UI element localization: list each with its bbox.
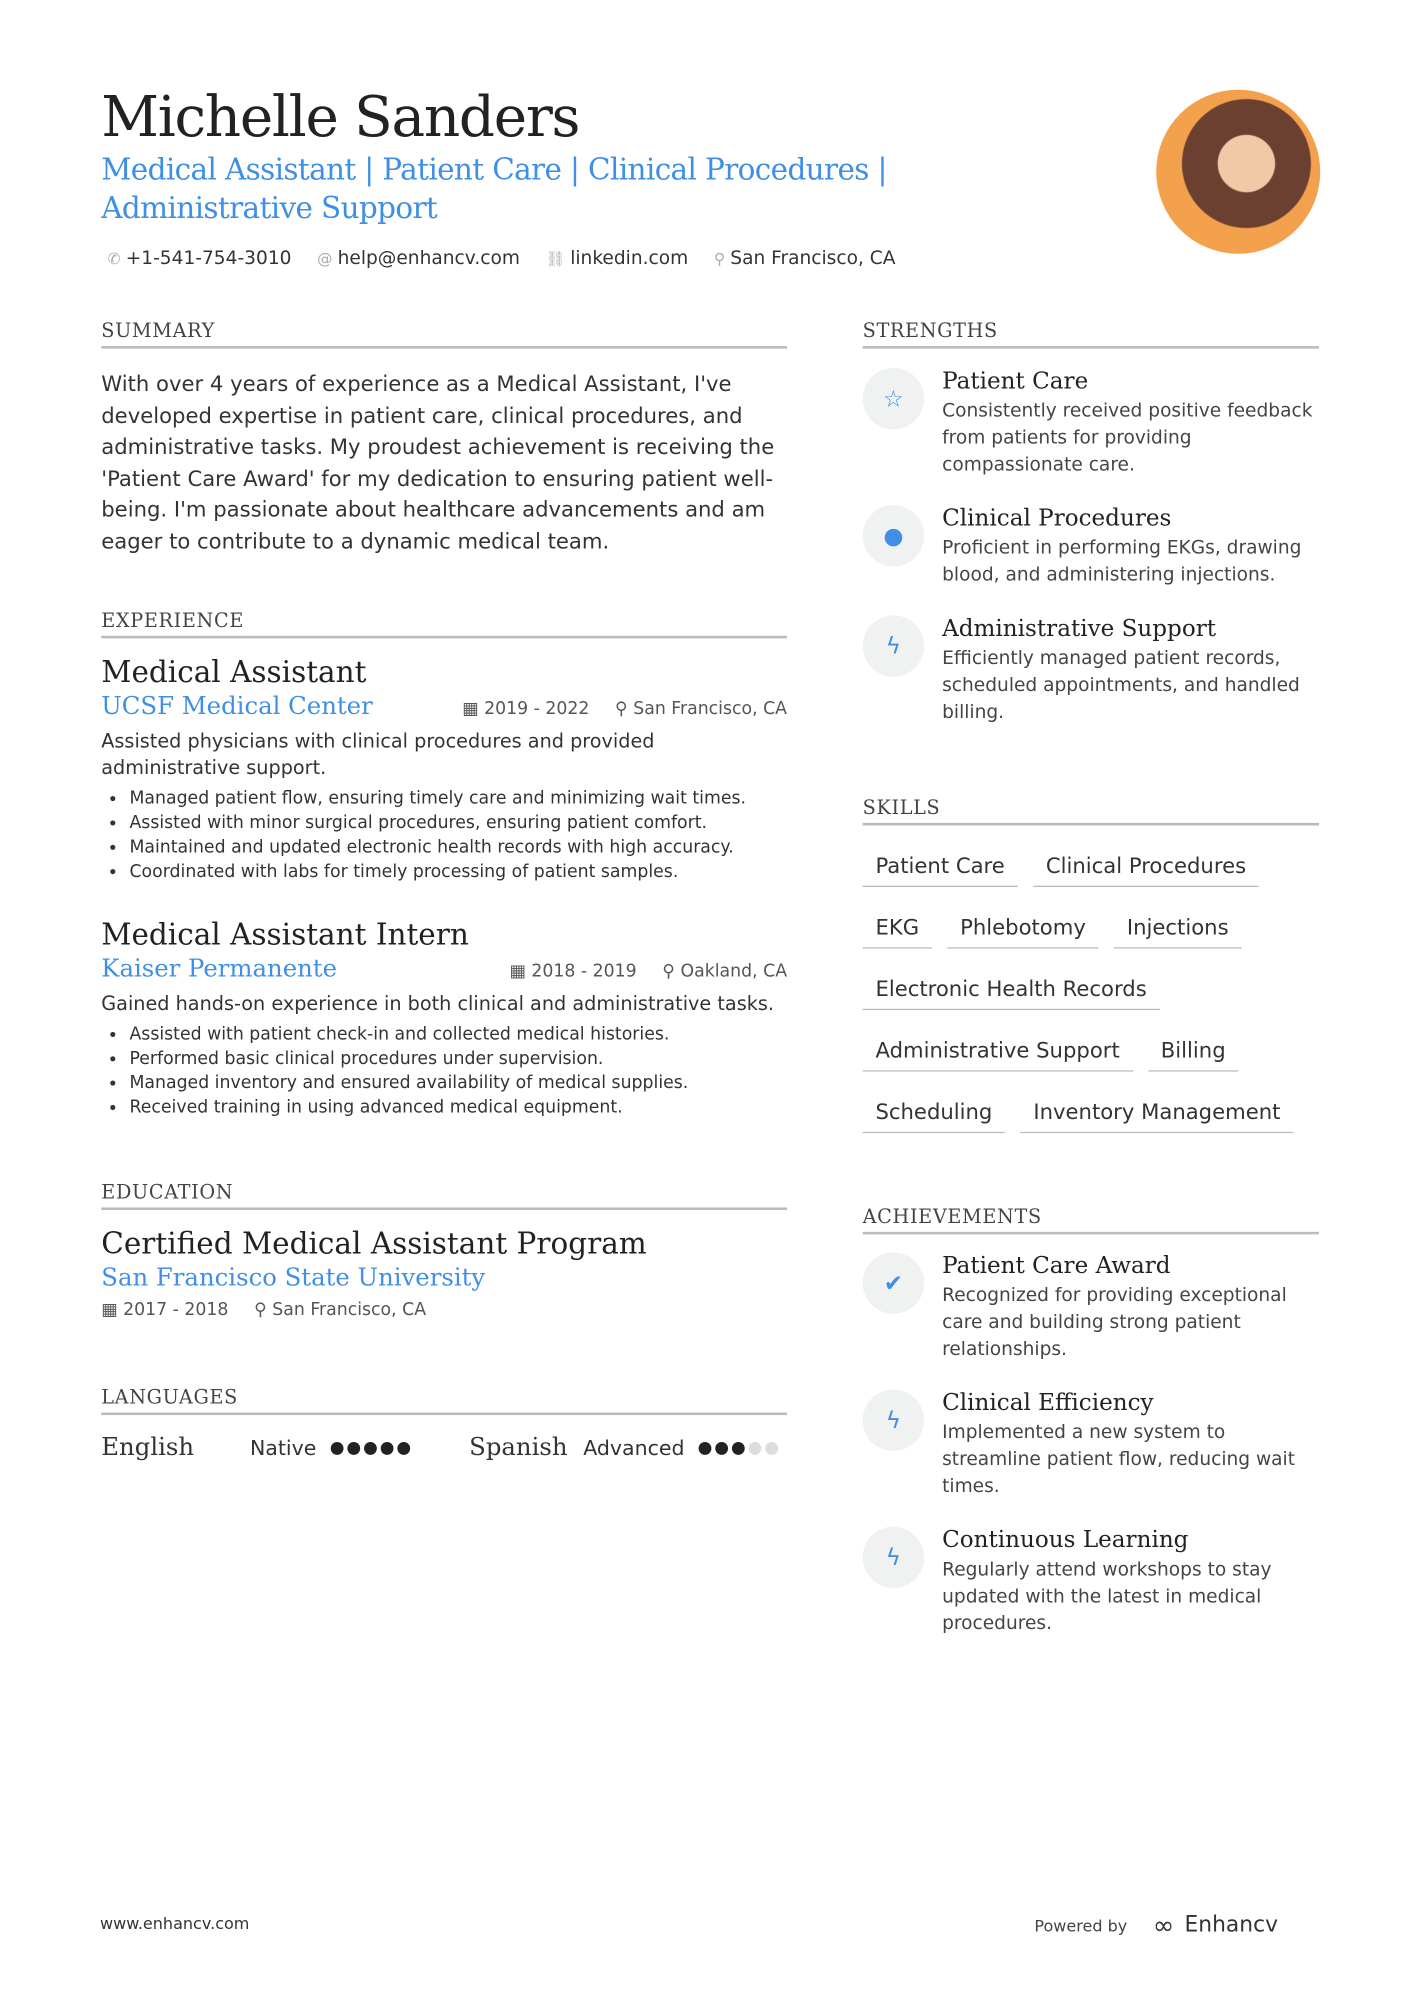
strength-item	[863, 505, 1319, 590]
bullet: • Coordinated with labs for timely processing of patient samples.	[129, 860, 787, 884]
achievement-desc: Implemented a new system to streamline patient flow, reducing wait times.	[942, 1422, 1296, 1498]
job-description: Gained hands-on experience in both clinical and administrative tasks.	[101, 992, 774, 1016]
achievement-title: Patient Care Award	[942, 1252, 1171, 1280]
achievement-item	[863, 1252, 1319, 1364]
strength-item	[863, 615, 1319, 727]
candidate-name: Michelle Sanders	[101, 84, 580, 150]
brain-icon: ●	[863, 505, 925, 567]
contact-email[interactable]: @ help@enhancv.com	[317, 248, 520, 270]
location-icon: ⚲ San Francisco, CA	[615, 698, 788, 720]
calendar-icon: ▦ 2018 - 2019	[509, 961, 637, 982]
language-name: Spanish	[469, 1433, 568, 1462]
phone-icon: ✆	[107, 249, 121, 268]
bolt-icon: ϟ	[863, 1389, 925, 1451]
achievement-item	[863, 1527, 1319, 1639]
language-level: Native	[249, 1434, 317, 1460]
strength-desc: Efficiently managed patient records, scheduled appointments, and handled billing.	[942, 648, 1300, 723]
bullet: • Received training in using advanced medical equipment.	[129, 1096, 787, 1120]
company-name: UCSF Medical Center	[101, 692, 373, 721]
bullet: • Performed basic clinical procedures under supervision.	[129, 1047, 787, 1071]
skill-tag: Injections	[1114, 910, 1241, 948]
contact-row	[108, 249, 896, 270]
strength-title: Administrative Support	[942, 615, 1217, 643]
strength-desc: Consistently received positive feedback from patients for providing compassionate care.	[942, 401, 1313, 476]
languages-row	[101, 1433, 787, 1461]
achievement-item	[863, 1389, 1319, 1501]
enhancv-logo-icon: ∞	[1152, 1909, 1175, 1941]
bullet: • Managed inventory and ensured availability of medical supplies.	[129, 1072, 787, 1096]
brand-name: Enhancv	[1184, 1912, 1278, 1939]
footer-url[interactable]: www.enhancv.com	[99, 1913, 250, 1933]
section-title-summary: SUMMARY	[101, 319, 787, 348]
skills-list	[863, 849, 1319, 1134]
location-icon: ⚲ San Francisco, CA	[254, 1299, 427, 1321]
language-rating	[699, 1435, 782, 1459]
skill-tag: Billing	[1148, 1033, 1238, 1071]
skill-tag: Electronic Health Records	[863, 972, 1160, 1010]
skill-tag: Scheduling	[863, 1095, 1006, 1133]
section-title-education: EDUCATION	[101, 1181, 787, 1210]
strength-title: Clinical Procedures	[942, 505, 1172, 532]
skill-tag: Clinical Procedures	[1033, 849, 1259, 887]
job-entry	[101, 656, 787, 884]
achievements-list	[863, 1252, 1319, 1638]
job-bullets	[101, 787, 787, 884]
language-rating	[331, 1435, 469, 1459]
achievement-desc: Recognized for providing exceptional care and building strong patient relationships.	[942, 1285, 1287, 1360]
bolt-icon: ϟ	[863, 1527, 925, 1589]
bullet: • Assisted with minor surgical procedures, ensuring patient comfort.	[129, 811, 787, 835]
skill-tag: EKG	[863, 910, 932, 948]
job-title: Medical Assistant	[101, 656, 367, 690]
bullet: • Maintained and updated electronic health records with high accuracy.	[129, 836, 787, 860]
summary-text: With over 4 years of experience as a Medical Assistant, I've developed expertise in patient care, clinical procedures, and administrative tasks. My proudest achievement is receiving the 'Patient Care Award' for my dedication to ensuring patient well-being. I'm passionate about healthcare advancements and am eager to contribute to a dynamic medical team.	[101, 371, 775, 554]
calendar-icon: ▦ 2019 - 2022	[462, 698, 590, 720]
contact-phone[interactable]: ✆ +1-541-754-3010	[107, 248, 292, 270]
skill-tag: Inventory Management	[1021, 1095, 1294, 1133]
job-description: Assisted physicians with clinical procedures and provided administrative support.	[101, 729, 655, 780]
strength-item	[863, 368, 1319, 480]
check-icon: ✔	[863, 1252, 925, 1314]
strength-desc: Proficient in performing EKGs, drawing blood, and administering injections.	[942, 538, 1302, 586]
skill-tag: Phlebotomy	[947, 910, 1098, 948]
language-name: English	[101, 1433, 195, 1462]
achievement-title: Continuous Learning	[942, 1526, 1189, 1554]
skill-tag: Patient Care	[863, 849, 1018, 887]
section-title-strengths: STRENGTHS	[863, 319, 1319, 348]
contact-location: ⚲ San Francisco, CA	[713, 248, 896, 270]
education-entry	[101, 1228, 787, 1320]
calendar-icon: ▦ 2017 - 2018	[101, 1299, 229, 1321]
job-entry	[101, 919, 787, 1120]
bolt-icon: ϟ	[863, 615, 925, 677]
section-title-experience: EXPERIENCE	[101, 609, 787, 638]
bullet: • Assisted with patient check-in and collected medical histories.	[129, 1023, 787, 1047]
at-icon: @	[317, 249, 333, 268]
degree: Certified Medical Assistant Program	[101, 1227, 647, 1262]
strengths-list	[863, 368, 1319, 727]
location-icon: ⚲	[713, 249, 726, 268]
star-icon: ☆	[863, 368, 925, 430]
language-level: Advanced	[583, 1434, 685, 1460]
section-title-languages: LANGUAGES	[101, 1386, 787, 1415]
section-title-achievements: ACHIEVEMENTS	[863, 1205, 1319, 1234]
company-name: Kaiser Permanente	[101, 954, 338, 984]
achievement-title: Clinical Efficiency	[942, 1389, 1154, 1417]
job-title: Medical Assistant Intern	[101, 919, 469, 953]
strength-title: Patient Care	[942, 367, 1089, 395]
link-icon: ⛓	[545, 249, 566, 268]
footer-branding	[1034, 1910, 1278, 1941]
skill-tag: Administrative Support	[863, 1033, 1133, 1071]
location-icon: ⚲ Oakland, CA	[662, 961, 788, 982]
powered-by-label: Powered by	[1034, 1915, 1128, 1935]
school: San Francisco State University	[101, 1263, 486, 1293]
achievement-desc: Regularly attend workshops to stay updated with the latest in medical procedures.	[942, 1559, 1272, 1635]
profile-photo	[1156, 90, 1320, 254]
job-bullets	[101, 1023, 787, 1120]
section-title-skills: SKILLS	[863, 796, 1319, 825]
contact-link[interactable]: ⛓ linkedin.com	[545, 248, 689, 270]
headline: Medical Assistant | Patient Care | Clinical Procedures | Administrative Support	[101, 153, 887, 226]
bullet: • Managed patient flow, ensuring timely care and minimizing wait times.	[129, 787, 787, 811]
